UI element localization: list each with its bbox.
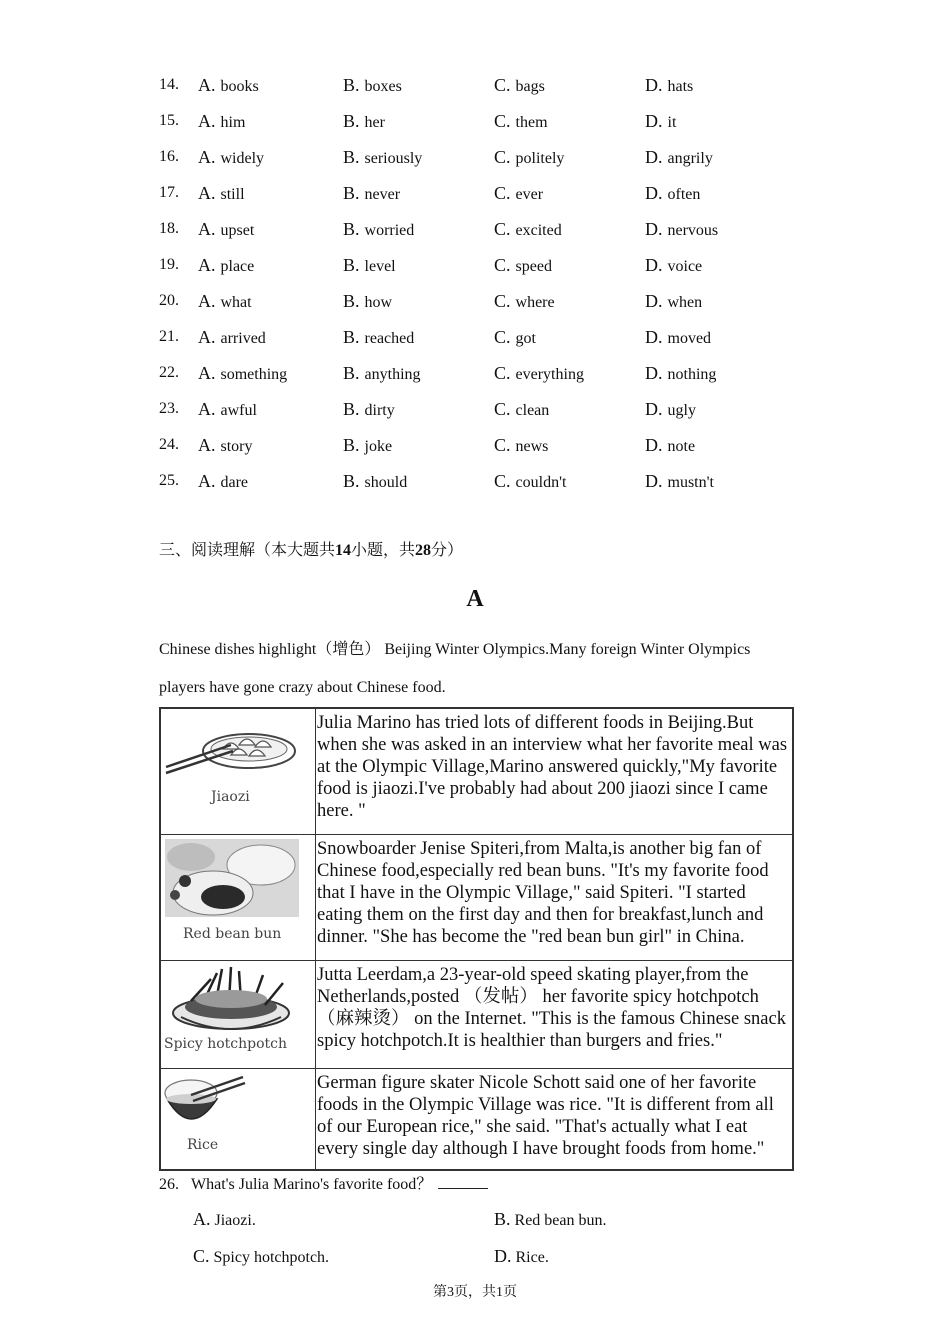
option-letter: B. [343,327,360,347]
option-text: level [364,258,396,275]
question-26 [159,1172,488,1197]
option-text: him [220,114,246,131]
option-text: where [515,294,555,311]
option-text: everything [515,366,584,383]
option-text: note [667,438,696,455]
food-row-jiaozi [160,708,793,835]
option-text: what [220,294,252,311]
option-letter: C. [494,147,511,167]
option-text: never [364,186,401,203]
option-d[interactable] [645,289,702,315]
option-letter: D. [645,435,663,455]
option-letter: D. [645,363,663,383]
option-letter: C. [494,363,511,383]
option-c[interactable] [494,433,548,459]
option-letter: C. [494,291,511,311]
passage-intro: Chinese dishes highlight（增色） Beijing Winter Olympics.Many foreign Winter Olympics players have gone crazy about Chinese food. [159,641,751,696]
option-letter: C. [494,111,511,131]
option-text: reached [364,330,415,347]
option-c[interactable] [494,109,548,135]
option-c[interactable] [494,217,562,243]
option-letter: C. [494,219,511,239]
question-number: 23. [159,400,179,417]
section-question-count: 14 [335,542,352,559]
question-number: 25. [159,472,179,489]
q26-option-a[interactable] [193,1207,256,1233]
question-row [0,217,950,241]
spicy-hotchpotch-picture [160,961,316,1069]
rice-picture [160,1069,316,1170]
option-letter: A. [198,75,216,95]
option-text: when [667,294,703,311]
option-text: worried [364,222,415,239]
option-text: nervous [667,222,719,239]
option-letter: C. [193,1246,210,1266]
option-text: dirty [364,402,395,419]
food-row-red-bean-bun [160,835,793,961]
section-title-suffix: 分） [431,542,464,559]
option-a[interactable] [198,361,287,387]
option-letter: B. [343,219,360,239]
option-letter: B. [343,255,360,275]
question-row [0,181,950,205]
option-text: upset [220,222,255,239]
section-score: 28 [415,542,432,559]
red-bean-bun-text: Snowboarder Jenise Spiteri,from Malta,is another big fan of Chinese food,especially red bean buns. "It's my favorite food that I have in the Olympic Village," said Spiteri. "I started eating them on the first day and then for breakfast,lunch and dinner. "She has become the "red bean bun girl" in China. [316,835,794,961]
question-row [0,145,950,169]
option-letter: D. [645,183,663,203]
option-d[interactable] [645,217,718,243]
spicy-hotchpotch-label: Spicy hotchpotch [164,1036,288,1052]
jiaozi-picture [160,708,316,835]
jiaozi-label: Jiaozi [211,789,250,805]
food-row-rice [160,1069,793,1170]
option-text: them [515,114,548,131]
answer-blank[interactable] [438,1172,488,1189]
option-a[interactable] [198,145,264,171]
jiaozi-text: Julia Marino has tried lots of different foods in Beijing.But when she was asked in an interview what her favorite meal was at the Olympic Village,Marino answered quickly,"My favorite food is jiaozi.I've probably had about 200 jiaozi since I came here. " [316,708,794,835]
rice-icon [161,1069,311,1159]
option-text: joke [364,438,393,455]
option-letter: A. [198,291,216,311]
q26-option-d[interactable] [494,1244,549,1270]
option-text: angrily [667,150,713,167]
red-bean-bun-picture [160,835,316,961]
option-d[interactable] [645,397,696,423]
question-row [0,289,950,313]
option-d[interactable] [645,361,716,387]
question-number: 21. [159,328,179,345]
option-letter: C. [494,399,511,419]
option-b[interactable] [343,109,385,135]
question-number: 17. [159,184,179,201]
option-text: voice [667,258,703,275]
page-footer: 第3页，共1页 [433,1285,517,1300]
option-text: books [220,78,259,95]
option-letter: A. [198,399,216,419]
option-text: bags [515,78,545,95]
option-text: anything [364,366,421,383]
option-text: how [364,294,393,311]
option-b[interactable] [343,325,414,351]
option-letter: B. [343,291,360,311]
question-row [0,397,950,421]
rice-text: German figure skater Nicole Schott said one of her favorite foods in the Olympic Village was rice. "It is different from all of our European rice," she said. "That's actually what I eat every single day although I have brought foods from home." [316,1069,794,1170]
option-letter: B. [494,1209,511,1229]
option-text: place [220,258,255,275]
option-d[interactable] [645,109,676,135]
option-text: ever [515,186,544,203]
option-text: something [220,366,288,383]
option-a[interactable] [198,325,266,351]
option-letter: A. [198,327,216,347]
option-a[interactable] [198,181,245,207]
option-c[interactable] [494,145,564,171]
option-letter: D. [645,291,663,311]
option-letter: A. [198,183,216,203]
option-letter: A. [198,219,216,239]
option-d[interactable] [645,325,711,351]
question-row [0,109,950,133]
option-letter: D. [645,219,663,239]
question-26-number: 26. [159,1176,179,1193]
q26-option-b[interactable] [494,1207,607,1233]
option-text: news [515,438,549,455]
option-c[interactable] [494,289,555,315]
option-b[interactable] [343,469,407,495]
option-letter: A. [198,471,216,491]
option-text: Spicy hotchpotch. [213,1249,330,1266]
question-number: 18. [159,220,179,237]
option-letter: D. [645,147,663,167]
option-letter: D. [645,399,663,419]
option-letter: D. [645,75,663,95]
option-letter: B. [343,435,360,455]
option-letter: D. [645,471,663,491]
option-c[interactable] [494,73,545,99]
option-letter: A. [198,435,216,455]
question-number: 16. [159,148,179,165]
q26-option-c[interactable] [193,1244,329,1270]
option-c[interactable] [494,397,549,423]
option-b[interactable] [343,73,402,99]
rice-label: Rice [187,1137,219,1153]
option-b[interactable] [343,397,395,423]
option-letter: B. [343,75,360,95]
option-text: arrived [220,330,266,347]
option-d[interactable] [645,253,702,279]
option-text: awful [220,402,257,419]
option-a[interactable] [198,253,254,279]
option-letter: C. [494,471,511,491]
option-text: couldn't [515,474,567,491]
option-d[interactable] [645,181,700,207]
option-letter: B. [343,183,360,203]
question-26-text: What's Julia Marino's favorite food？ [191,1176,433,1193]
option-text: should [364,474,408,491]
passage-letter: A [466,586,484,612]
option-letter: A. [193,1209,211,1229]
section-title-prefix: 三、阅读理解（本大题共 [159,542,336,559]
question-number: 19. [159,256,179,273]
option-a[interactable] [198,397,257,423]
option-text: nothing [667,366,717,383]
option-letter: A. [198,363,216,383]
red-bean-bun-label: Red bean bun [183,926,282,942]
option-letter: D. [645,255,663,275]
option-letter: A. [198,255,216,275]
option-letter: B. [343,399,360,419]
option-c[interactable] [494,469,566,495]
option-letter: D. [645,327,663,347]
option-b[interactable] [343,253,396,279]
option-text: Jiaozi. [214,1212,256,1229]
question-row [0,325,950,349]
option-a[interactable] [198,289,252,315]
option-text: Rice. [515,1249,549,1266]
option-d[interactable] [645,145,713,171]
question-row [0,433,950,457]
option-c[interactable] [494,181,543,207]
question-number: 14. [159,76,179,93]
food-row-spicy-hotchpotch [160,961,793,1069]
option-c[interactable] [494,325,536,351]
option-text: still [220,186,245,203]
option-text: excited [515,222,562,239]
option-b[interactable] [343,217,414,243]
option-text: story [220,438,253,455]
option-text: moved [667,330,712,347]
option-text: widely [220,150,265,167]
option-letter: D. [645,111,663,131]
question-number: 15. [159,112,179,129]
option-b[interactable] [343,361,421,387]
option-b[interactable] [343,289,392,315]
option-text: speed [515,258,552,275]
food-table [159,707,794,1171]
question-row [0,469,950,493]
option-text: her [364,114,385,131]
option-text: mustn't [667,474,714,491]
option-text: got [515,330,536,347]
option-text: ugly [667,402,696,419]
option-a[interactable] [198,109,245,135]
option-a[interactable] [198,73,259,99]
option-d[interactable] [645,469,714,495]
option-letter: C. [494,75,511,95]
option-letter: B. [343,111,360,131]
option-a[interactable] [198,469,248,495]
option-letter: D. [494,1246,512,1266]
option-text: it [667,114,677,131]
option-a[interactable] [198,217,254,243]
option-letter: C. [494,327,511,347]
option-text: often [667,186,701,203]
question-number: 20. [159,292,179,309]
question-number: 24. [159,436,179,453]
option-letter: A. [198,147,216,167]
option-letter: B. [343,147,360,167]
section-title [159,539,463,563]
option-letter: C. [494,435,511,455]
option-d[interactable] [645,433,695,459]
option-text: hats [667,78,694,95]
jiaozi-icon [161,709,311,829]
question-row [0,253,950,277]
option-a[interactable] [198,433,253,459]
option-letter: A. [198,111,216,131]
question-row [0,73,950,97]
option-text: politely [515,150,565,167]
option-b[interactable] [343,181,400,207]
option-c[interactable] [494,361,584,387]
option-b[interactable] [343,145,422,171]
option-letter: B. [343,363,360,383]
question-number: 22. [159,364,179,381]
option-b[interactable] [343,433,392,459]
option-letter: C. [494,255,511,275]
option-text: dare [220,474,249,491]
spicy-hotchpotch-text: Jutta Leerdam,a 23-year-old speed skating player,from the Netherlands,posted （发帖） her favorite spicy hotchpotch （麻辣烫） on the Internet. "This is the famous Chinese snack spicy hotchpotch.It is healthier than burgers and fries." [316,961,794,1069]
option-text: Red bean bun. [514,1212,607,1229]
option-letter: C. [494,183,511,203]
option-text: clean [515,402,550,419]
option-d[interactable] [645,73,693,99]
section-title-middle: 小题，共 [351,542,416,559]
option-text: boxes [364,78,402,95]
option-text: seriously [364,150,423,167]
option-c[interactable] [494,253,552,279]
option-letter: B. [343,471,360,491]
question-row [0,361,950,385]
